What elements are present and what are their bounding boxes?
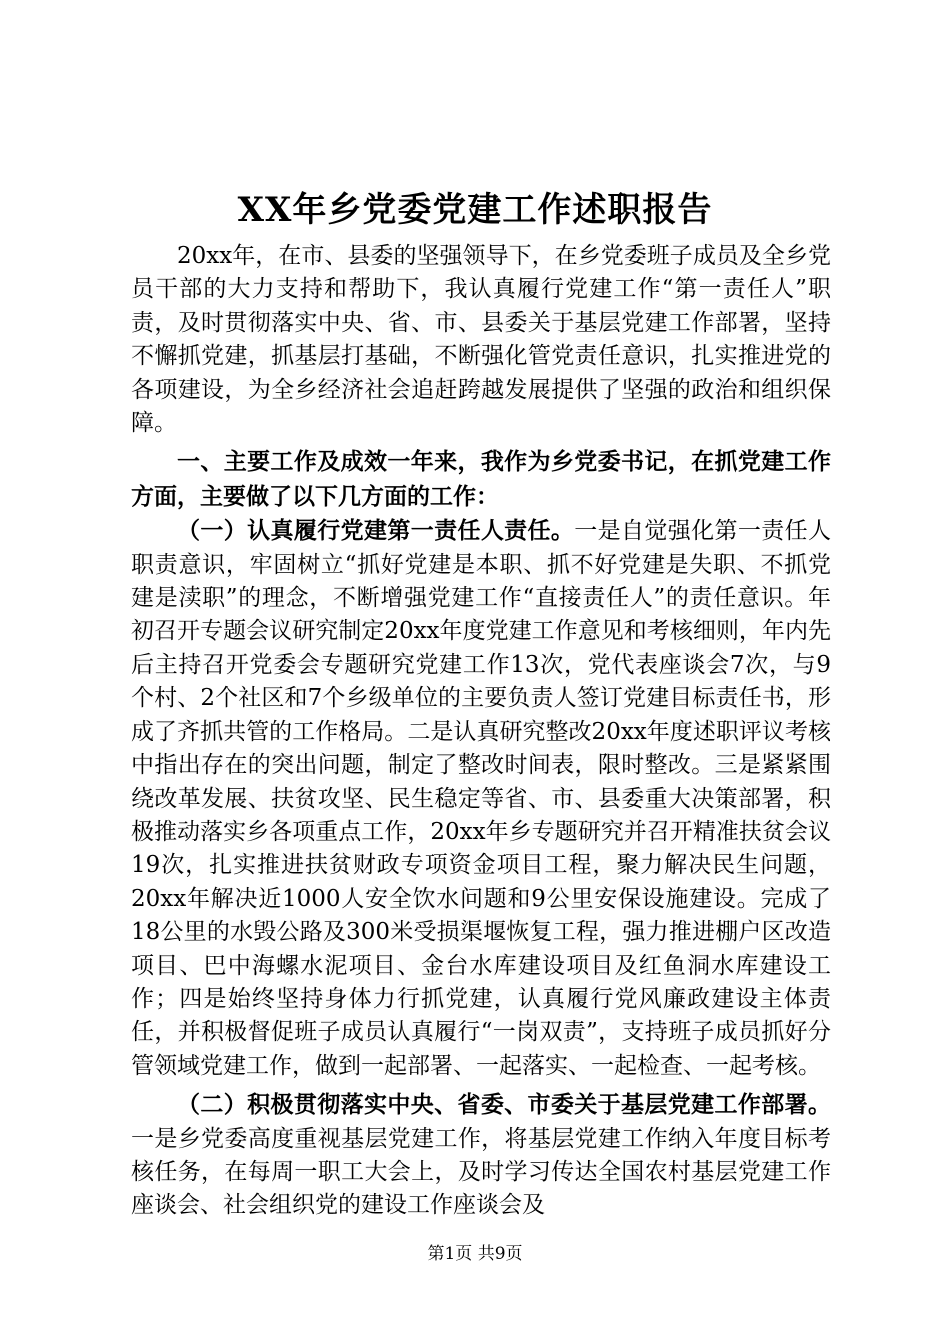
- paragraph-item-2: [131, 1088, 831, 1223]
- body-text: [131, 240, 831, 1223]
- paragraph-text: 一是乡党委高度重视基层党建工作，将基层党建工作纳入年度目标考核任务，在每周一职工大会上，及时学习传达全国农村基层党建工作座谈会、社会组织党的建设工作座谈会及: [131, 1125, 831, 1219]
- page-title: XX年乡党委党建工作述职报告: [237, 190, 713, 230]
- item-heading: （二）积极贯彻落实中央、省委、市委关于基层党建工作部署。: [177, 1091, 831, 1119]
- paragraph-text: 20xx年，在市、县委的坚强领导下，在乡党委班子成员及全乡党员干部的大力支持和帮助下，我认真履行党建工作“第一责任人”职责，及时贯彻落实中央、省、市、县委关于基层党建工作部署，坚持不懈抓党建，抓基层打基础，不断强化管党责任意识，扎实推进党的各项建设，为全乡经济社会追赶跨越发展提供了坚强的政治和组织保障。: [131, 243, 831, 437]
- item-heading: （一）认真履行党建第一责任人责任。: [177, 517, 575, 545]
- paragraph-text: 一是自觉强化第一责任人职责意识，牢固树立“抓好党建是本职、抓不好党建是失职、不抓党建是渎职”的理念，不断增强党建工作“直接责任人”的责任意识。年初召开专题会议研究制定20xx年度党建工作意见和考核细则，年内先后主持召开党委会专题研究党建工作13次，党代表座谈会7次，与9个村、2个社区和7个乡级单位的主要负责人签订党建目标责任书，形成了齐抓共管的工作格局。二是认真研究整改20xx年度述职评议考核中指出存在的突出问题，制定了整改时间表，限时整改。三是紧紧围绕改革发展、扶贫攻坚、民生稳定等省、市、县委重大决策部署，积极推动落实乡各项重点工作，20xx年乡专题研究并召开精准扶贫会议19次，扎实推进扶贫财政专项资金项目工程，聚力解决民生问题，20xx年解决近1000人安全饮水问题和9公里安保设施建设。完成了18公里的水毁公路及300米受损渠堰恢复工程，强力推进棚户区改造项目、巴中海螺水泥项目、金台水库建设项目及红鱼洞水库建设工作；四是始终坚持身体力行抓党建，认真履行党风廉政建设主体责任，并积极督促班子成员认真履行“一岗双责”，支持班子成员抓好分管领域党建工作，做到一起部署、一起落实、一起检查、一起考核。: [131, 518, 832, 1079]
- paragraph-item-1: [131, 514, 831, 1083]
- paragraph-section-heading: [131, 445, 831, 514]
- page-footer: 第1页 共9页: [427, 1244, 523, 1264]
- paragraph-intro: [131, 240, 831, 440]
- section-heading: 一、主要工作及成效一年来，我作为乡党委书记，在抓党建工作方面，主要做了以下几方面的工作：: [131, 448, 831, 510]
